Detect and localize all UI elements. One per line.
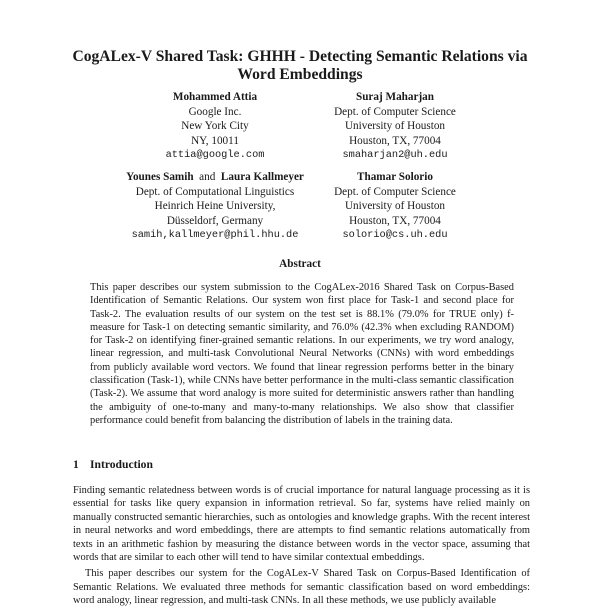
author-university: University of Houston <box>344 200 446 212</box>
author-address: Düsseldorf, Germany <box>166 214 264 227</box>
author-email: attia@google.com <box>165 149 265 161</box>
author-email: smaharjan2@uh.edu <box>342 149 448 161</box>
author-affiliation: Dept. of Computer Science <box>334 105 456 118</box>
section-title: Introduction <box>90 458 153 471</box>
author-city: New York City <box>181 120 249 132</box>
author-block-attia <box>130 90 300 163</box>
author-affiliation: Google Inc. <box>188 105 242 118</box>
author-name-kallmeyer: Laura Kallmeyer <box>220 171 304 183</box>
author-email: samih,kallmeyer@phil.hhu.de <box>131 229 299 241</box>
author-name: Suraj Maharjan <box>355 91 434 103</box>
paragraph: This paper describes our system for the CogALex-V Shared Task on Corpus-Based Identification of Semantic Relations. We evaluated three methods for semantic classification based on word embeddings: word analogy, linear regression, and multi-task CNNs. In all these methods, we use publicly available <box>73 568 530 607</box>
author-affiliation: Dept. of Computer Science <box>334 185 456 198</box>
section-heading-introduction <box>73 458 153 471</box>
author-block-solorio <box>310 170 480 243</box>
author-address: Houston, TX, 77004 <box>349 134 441 147</box>
section-number: 1 <box>73 458 79 471</box>
author-address: Houston, TX, 77004 <box>349 214 441 227</box>
paper-title: CogALex-V Shared Task: GHHH - Detecting Semantic Relations via Word Embeddings <box>72 48 528 83</box>
author-name-samih: Younes Samih <box>126 171 194 183</box>
author-address: NY, 10011 <box>191 134 239 147</box>
author-block-samih-kallmeyer <box>90 170 340 243</box>
author-conjunction: and <box>199 171 216 183</box>
author-university: Heinrich Heine University, <box>154 200 276 212</box>
author-names <box>90 170 340 185</box>
author-name: Thamar Solorio <box>357 171 433 183</box>
paragraph: Finding semantic relatedness between words is of crucial importance for natural language processing as it is essential for tasks like query expansion in information retrieval. So far, systems have relied mainly on manually constructed semantic hierarchies, such as ontologies and knowledge graphs. With the recent interest in neural networks and word embeddings, there are attempts to find semantic relations automatically from texts in an arithmetic fashion by measuring the distance between words in the vector space, assuming that words that are similar to each other will tend to have similar contextual embeddings. <box>73 485 530 564</box>
author-affiliation: Dept. of Computational Linguistics <box>135 185 295 198</box>
author-email: solorio@cs.uh.edu <box>342 229 448 241</box>
abstract-heading: Abstract <box>279 258 321 270</box>
author-block-maharjan <box>310 90 480 163</box>
author-university: University of Houston <box>344 120 446 132</box>
author-name: Mohammed Attia <box>172 91 258 103</box>
introduction-body <box>73 484 530 608</box>
abstract-text: This paper describes our system submission to the CogALex-2016 Shared Task on Corpus-Based Identification of Semantic Relations. Our system won first place for Task-1 and second place for Task-2. The evaluation results of our system on the test set is 88.1% (79.0% for TRUE only) f-measure for Task-1 on detecting semantic similarity, and 76.0% (42.3% when excluding RANDOM) for Task-2 on identifying finer-grained semantic relations. In our experiments, we try word analogy, linear regression, and multi-task Convolutional Neural Networks (CNNs) with word embeddings from publicly available word vectors. We found that linear regression performs better in the binary classification (Task-1), while CNNs have better performance in the multi-class semantic classification (Task-2). We assume that word analogy is more suited for deterministic answers rather than handling the ambiguity of one-to-many and many-to-many relationships. We also show that classifier performance could benefit from balancing the distribution of labels in the training data. <box>90 282 514 426</box>
